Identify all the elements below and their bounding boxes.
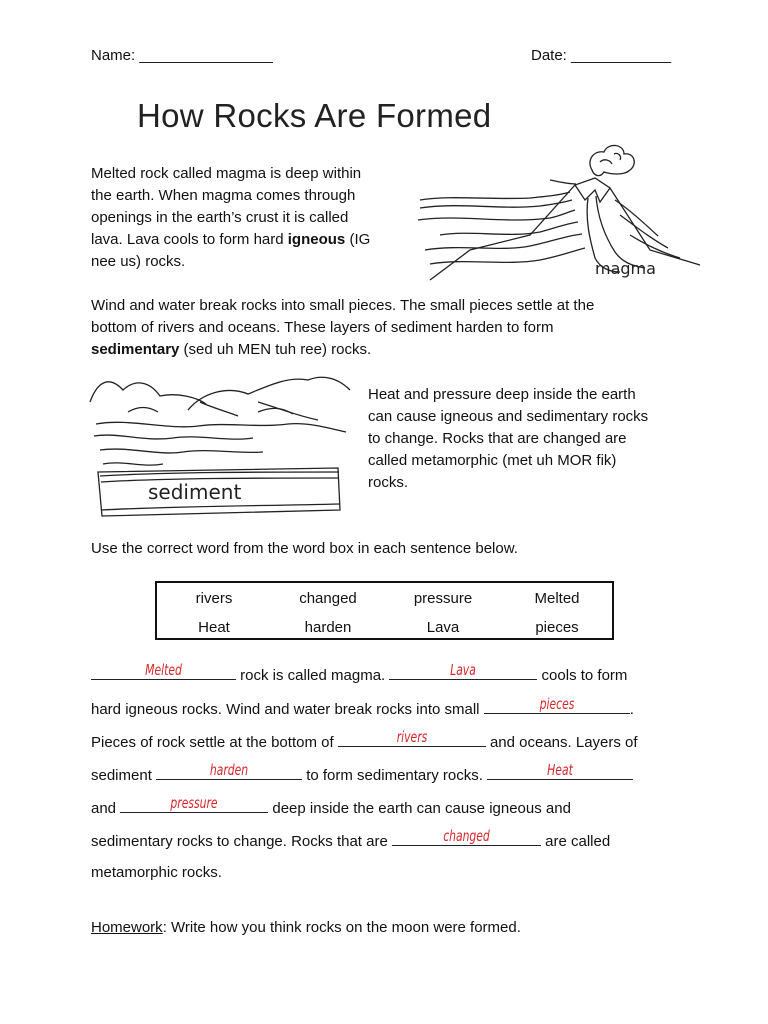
word-box-word: Lava: [426, 619, 460, 636]
exercise-line-6: [91, 827, 611, 850]
answer-blank[interactable]: [484, 695, 630, 714]
intro-line: Melted rock called magma is deep within: [91, 165, 362, 182]
sediment-label: sediment: [148, 480, 242, 504]
answer-blank[interactable]: [120, 794, 268, 813]
word-box-word: Melted: [534, 590, 580, 607]
exercise-text: .: [629, 701, 634, 718]
metamorphic-line: Heat and pressure deep inside the earth: [368, 386, 636, 403]
intro-line: (IG: [345, 231, 371, 248]
metamorphic-line: called metamorphic (met uh MOR fik): [368, 452, 617, 469]
sedimentary-term: sedimentary: [91, 341, 180, 358]
intro-line-igneous: [91, 229, 370, 251]
exercise-text: deep inside the earth can cause igneous and: [268, 800, 571, 817]
exercise-line-1: [91, 661, 628, 684]
answer-pressure: pressure: [170, 794, 218, 812]
exercise-line-2: [91, 695, 634, 718]
answer-rivers: rivers: [396, 728, 428, 746]
intro-line: nee us) rocks.: [91, 253, 186, 270]
exercise-line-7: metamorphic rocks.: [91, 864, 222, 881]
sediment-line: (sed uh MEN tuh ree) rocks.: [179, 341, 372, 358]
exercise-line-3: [91, 728, 638, 751]
exercise-line-4: [91, 761, 633, 784]
exercise-text: sediment: [91, 767, 157, 784]
answer-blank[interactable]: [392, 827, 541, 846]
exercise-text: Pieces of rock settle at the bottom of: [91, 734, 338, 751]
intro-line: openings in the earth’s crust it is called: [91, 209, 349, 226]
volcano-illustration: [410, 140, 700, 280]
sediment-line-3: [91, 339, 594, 361]
name-field-label: Name: ________________: [91, 47, 273, 64]
homework-label: Homework: [91, 919, 163, 936]
magma-label: magma: [595, 259, 656, 278]
homework-line: [91, 918, 521, 938]
answer-blank[interactable]: [91, 661, 236, 680]
word-box-word: Heat: [198, 619, 230, 636]
answer-blank[interactable]: [156, 761, 302, 780]
exercise-text: are called: [540, 833, 611, 850]
exercise-text: cools to form: [537, 667, 628, 684]
sedimentary-paragraph: [91, 295, 594, 361]
answer-lava: Lava: [450, 661, 477, 679]
exercise-line-5: [91, 794, 571, 817]
instruction-text: Use the correct word from the word box in each sentence below.: [91, 540, 518, 557]
metamorphic-line: rocks.: [368, 474, 409, 491]
word-box-word: changed: [299, 590, 357, 607]
word-box: [155, 581, 614, 640]
metamorphic-paragraph: [368, 384, 648, 494]
answer-blank[interactable]: [389, 661, 537, 680]
word-box-word: rivers: [195, 590, 233, 607]
word-box-word: pieces: [535, 619, 579, 636]
answer-melted: Melted: [145, 661, 182, 679]
word-box-word: harden: [304, 619, 352, 636]
word-box-word: pressure: [413, 590, 473, 607]
metamorphic-line: can cause igneous and sedimentary rocks: [368, 408, 649, 425]
sediment-line: Wind and water break rocks into small pieces. The small pieces settle at the: [91, 297, 595, 314]
homework-text: : Write how you think rocks on the moon were formed.: [162, 919, 521, 936]
sediment-line: bottom of rivers and oceans. These layers of sediment harden to form: [91, 319, 554, 336]
igneous-term: igneous: [287, 231, 346, 248]
answer-pieces: pieces: [539, 695, 575, 713]
answer-blank[interactable]: [338, 728, 486, 747]
exercise-text: sedimentary rocks to change. Rocks that are: [91, 833, 392, 850]
exercise-text: hard igneous rocks. Wind and water break rocks into small: [91, 701, 484, 718]
date-field-label: Date: ____________: [531, 47, 672, 64]
answer-blank[interactable]: [487, 761, 633, 780]
igneous-paragraph: [91, 163, 370, 273]
answer-heat: Heat: [547, 761, 573, 779]
page-title: How Rocks Are Formed: [137, 97, 492, 134]
intro-line: lava. Lava cools to form hard: [91, 231, 288, 248]
answer-harden: harden: [209, 761, 249, 779]
answer-changed: changed: [443, 827, 490, 845]
exercise-text: and: [91, 800, 121, 817]
metamorphic-line: to change. Rocks that are changed are: [368, 430, 627, 447]
intro-line: the earth. When magma comes through: [91, 187, 356, 204]
exercise-text: and oceans. Layers of: [485, 734, 638, 751]
exercise-text: to form sedimentary rocks.: [302, 767, 488, 784]
exercise-text: rock is called magma.: [236, 667, 390, 684]
